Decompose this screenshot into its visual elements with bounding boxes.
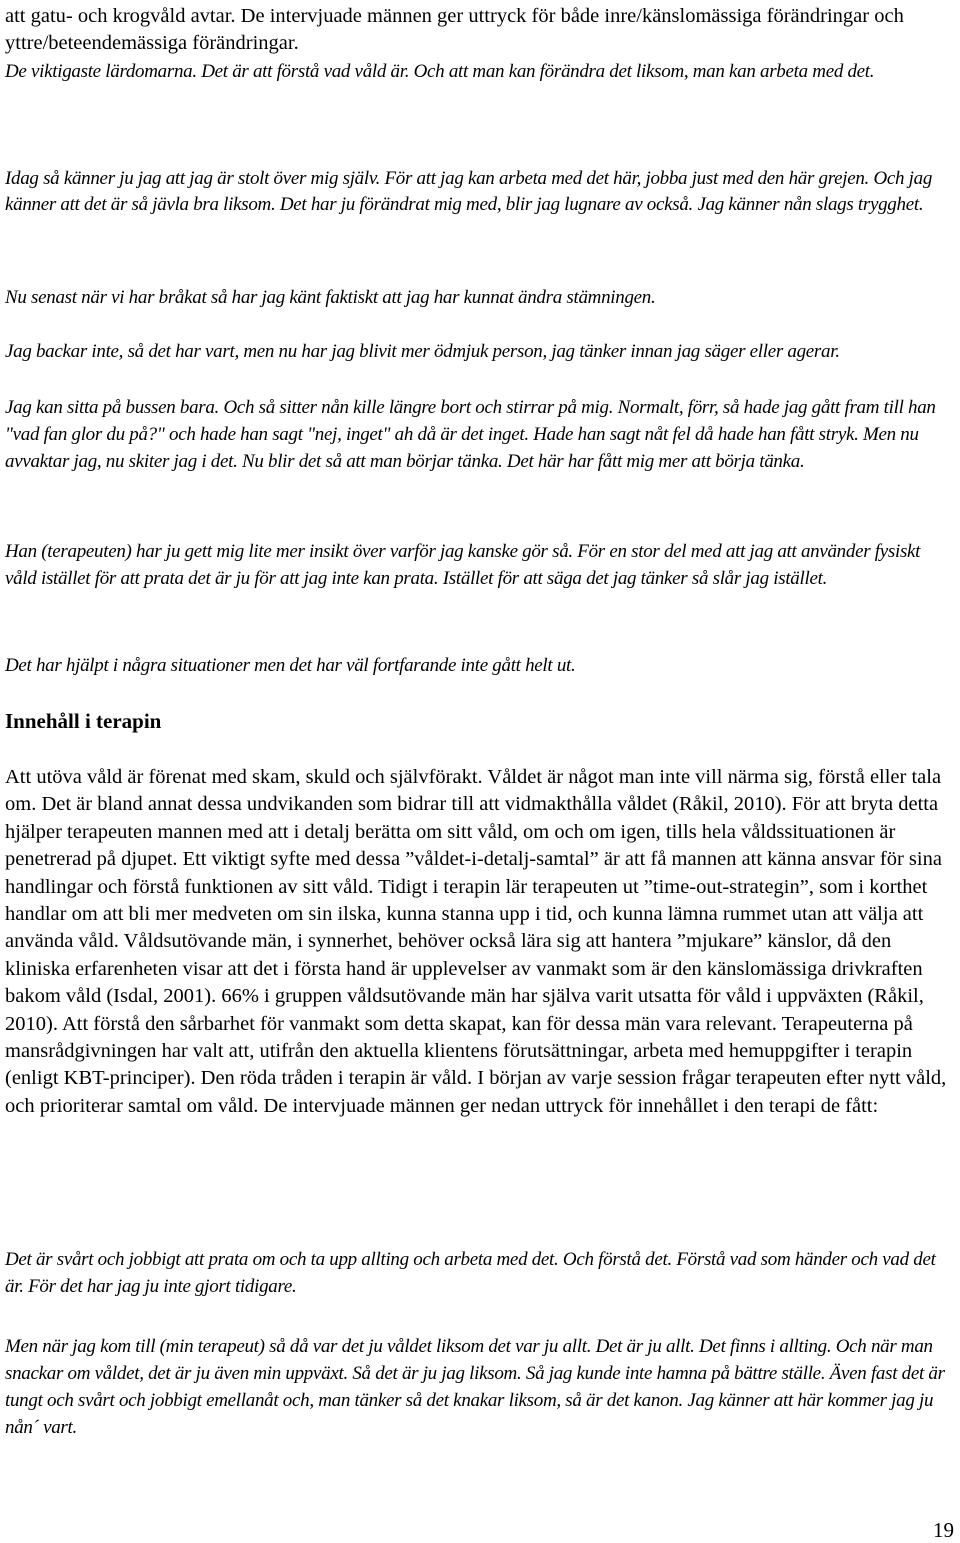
section-heading: Innehåll i terapin [5, 709, 162, 733]
quote-violence-everything: Men när jag kom till (min terapeut) så då var det ju våldet liksom det var ju allt. Det är ju allt. Det finns i allting. Och när man snackar om våldet, det är ju även min uppväxt. Så det är ju jag liksom. Så jag kunde inte hamna på bättre ställe. Även fast det är tungt och svårt och jobbigt emellanåt och, man tänker så det knakar liksom, så är det kanon. Jag känner att här kommer jag ju nån´ vart. [5, 1336, 945, 1438]
quote-hard-to-talk: Det är svårt och jobbigt att prata om och ta upp allting och arbeta med det. Och förstå det. Förstå vad som händer och vad det är. För det har jag ju inte gjort tidigare. [5, 1249, 936, 1297]
quote-proud: Idag så känner ju jag att jag är stolt över mig själv. För att jag kan arbeta med det här, jobba just med den här grejen. Och jag känner att det är så jävla bra liksom. Det har ju förändrat mig med, blir jag lugnare av också. Jag känner nån slags trygghet. [5, 168, 933, 215]
quote-humble: Jag backar inte, så det har vart, men nu har jag blivit mer ödmjuk person, jag tänker innan jag säger eller agerar. [5, 341, 840, 362]
quote-mood: Nu senast när vi har bråkat så har jag känt faktiskt att jag har kunnat ändra stämningen. [5, 287, 656, 308]
quote-helped: Det har hjälpt i några situationer men det har väl fortfarande inte gått helt ut. [5, 655, 576, 676]
page-number: 19 [933, 1518, 954, 1542]
quote-bus: Jag kan sitta på bussen bara. Och så sitter nån kille längre bort och stirrar på mig. Normalt, förr, så hade jag gått fram till han "vad fan glor du på?" och hade han sagt "nej, inget" ah då är det inget. Hade han sagt nåt fel då hade han fått stryk. Men nu avvaktar jag, nu skiter jag i det. Nu blir det så att man börjar tänka. Det här har fått mig mer att börja tänka. [5, 397, 936, 472]
paragraph-therapy-content: Att utöva våld är förenat med skam, skuld och självförakt. Våldet är något man inte vill närma sig, förstå eller tala om. Det är bland annat dessa undvikanden som bidrar till att vidmakthålla våldet (Råkil, 2010). För att bryta detta hjälper terapeuten mannen med att i detalj berätta om sitt våld, om och om igen, tills hela våldssituationen är penetrerad på djupet. Ett viktigt syfte med dessa ”våldet-i-detalj-samtal” är att få mannen att känna ansvar för sina handlingar och förstå funktionen av sitt våld. Tidigt i terapin lär terapeuten ut ”time-out-strategin”, som i korthet handlar om att bli mer medveten om sin ilska, kunna stanna upp i tid, och kunna lämna rummet utan att välja att använda våld. Våldsutövande män, i synnerhet, behöver också lära sig att hantera ”mjukare” känslor, då den kliniska erfarenheten visar att det i första hand är upplevelser av vanmakt som är den känslomässiga drivkraften bakom våld (Isdal, 2001). 66% i gruppen våldsutövande män har själva varit utsatta för våld i uppväxten (Råkil, 2010). Att förstå den sårbarhet för vanmakt som detta skapat, kan för dessa män vara relevant. Terapeuterna på mansrådgivningen har valt att, utifrån den aktuella klientens förutsättningar, arbeta med hemuppgifter i terapin (enligt KBT-principer). Den röda tråden i terapin är våld. I början av varje session frågar terapeuten efter nytt våld, och prioriterar samtal om våld. De intervjuade männen ger nedan uttryck för innehållet i den terapi de fått: [5, 766, 947, 1117]
quote-therapist-insight: Han (terapeuten) har ju gett mig lite mer insikt över varför jag kanske gör så. För en stor del med att jag att använder fysiskt våld istället för att prata det är ju för att jag inte kan prata. Istället för att säga det jag tänker så slår jag istället. [5, 541, 921, 589]
paragraph-intro: att gatu- och krogvåld avtar. De intervjuade männen ger uttryck för både inre/känslomässiga förändringar och yttre/beteendemässiga förändringar. [5, 5, 904, 55]
quote-lessons: De viktigaste lärdomarna. Det är att förstå vad våld är. Och att man kan förändra det liksom, man kan arbeta med det. [5, 61, 875, 82]
